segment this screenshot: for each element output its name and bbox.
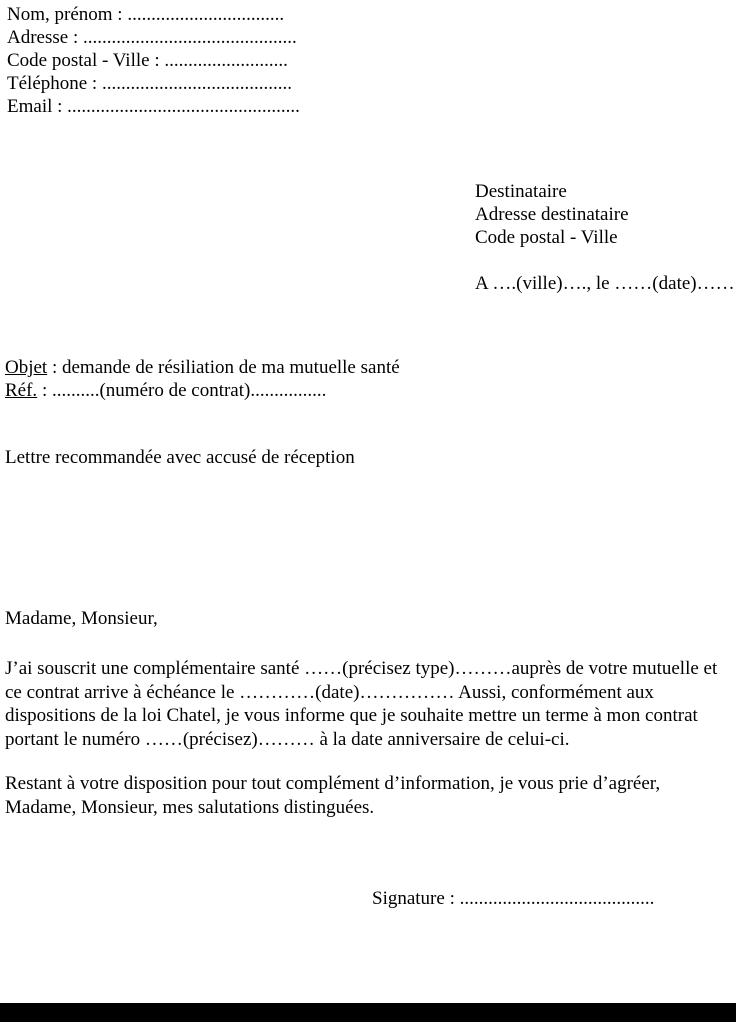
subject-text: : demande de résiliation de ma mutuelle santé	[47, 357, 400, 378]
body-paragraph-1-line-3: dispositions de la loi Chatel, je vous informe que je souhaite mettre un terme à mon contrat	[5, 705, 698, 726]
subject-reference-block	[5, 356, 400, 402]
sender-address-line: Adresse : .............................................	[7, 27, 297, 48]
registered-mail-mention-line: Lettre recommandée avec accusé de réception	[5, 447, 355, 468]
recipient-postal-city-line: Code postal - Ville	[475, 227, 618, 248]
signature-line: Signature : .........................................	[372, 888, 655, 909]
closing-paragraph-line-2: Madame, Monsieur, mes salutations distinguées.	[5, 796, 375, 818]
closing-paragraph	[5, 772, 660, 819]
recipient-address-line: Adresse destinataire	[475, 204, 629, 225]
sender-email-line: Email : .................................................	[7, 96, 300, 117]
reference-text: : ..........(numéro de contrat)................	[37, 380, 327, 401]
body-paragraph-1	[5, 657, 717, 751]
body-paragraph-1-line-4: portant le numéro ……(précisez)……… à la date anniversaire de celui-ci.	[5, 728, 570, 750]
sender-phone-line: Téléphone : ........................................	[7, 73, 292, 94]
bottom-black-bar	[0, 1003, 736, 1022]
body-paragraph-1-line-1: J’ai souscrit une complémentaire santé ……(précisez type)………auprès de votre mutuelle et	[5, 658, 718, 679]
blank-line-spacer	[475, 249, 735, 272]
place-date-line: A ….(ville)…., le ……(date)……	[475, 273, 735, 294]
subject-label: Objet	[5, 357, 48, 378]
salutation-line: Madame, Monsieur,	[5, 608, 158, 629]
subject-line	[5, 356, 400, 379]
recipient-name-line: Destinataire	[475, 181, 567, 202]
body-paragraph-1-line-2: ce contrat arrive à échéance le …………(date)…………… Aussi, conformément aux	[5, 681, 654, 703]
sender-name-line: Nom, prénom : .................................	[7, 4, 285, 25]
sender-postal-city-line: Code postal - Ville : ..........................	[7, 50, 288, 71]
sender-block	[7, 3, 300, 118]
reference-label: Réf.	[5, 380, 38, 401]
recipient-block	[475, 180, 735, 295]
closing-paragraph-line-1: Restant à votre disposition pour tout complément d’information, je vous prie d’agréer,	[5, 773, 661, 794]
reference-line	[5, 379, 400, 402]
